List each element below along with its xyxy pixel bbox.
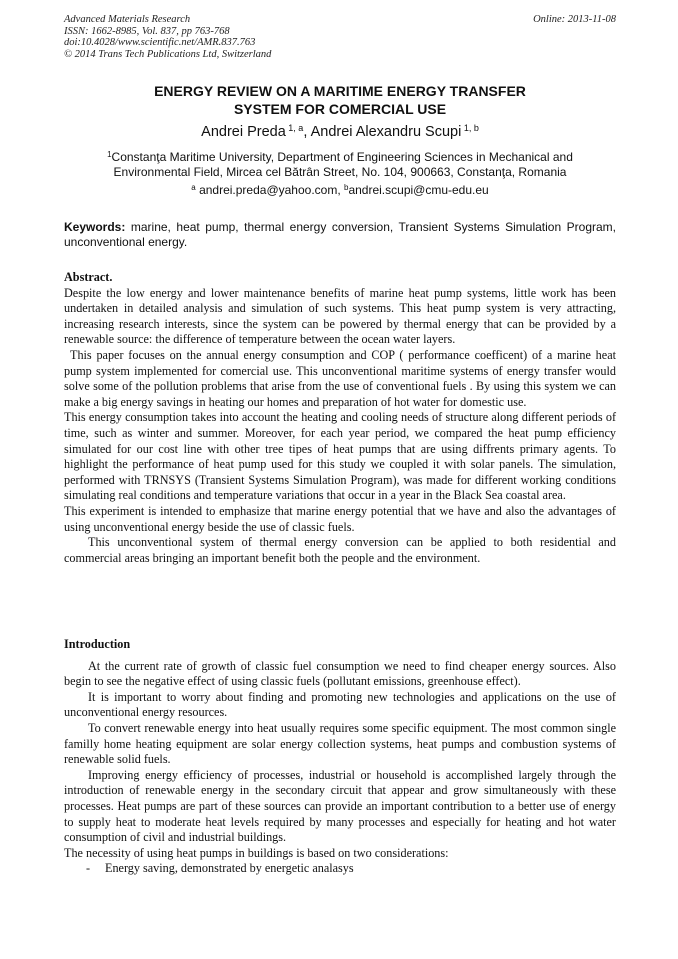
list-dash: - — [86, 861, 91, 876]
introduction-heading: Introduction — [64, 637, 131, 651]
author-emails — [64, 183, 616, 198]
abstract-paragraph-1: Despite the low energy and lower maintenance benefits of marine heat pump systems, little work has been undertaken in detailed analysis and simulation of such systems. This heat pump system is very attracting, increasing research interests, since the system can be powered by thermal energy that can be provided by a renewable source: the difference of temperature between the ocean water layers. — [64, 285, 616, 347]
online-date: Online: 2013-11-08 — [533, 14, 616, 25]
affiliation-sup: 1 — [107, 150, 112, 159]
email-a: andrei.preda@yahoo.com, — [195, 183, 344, 197]
keywords-label: Keywords: — [64, 220, 126, 234]
introduction-paragraph-3: To convert renewable energy into heat usually requires some specific equipment. The most common single familly home heating equipment are solar energy collection systems, heat pumps and combustion systems of renewable solid fuels. — [64, 720, 616, 767]
email-b: andrei.scupi@cmu-edu.eu — [348, 183, 489, 197]
affiliation-line-2: Environmental Field, Mircea cel Bătrân Street, No. 104, 900663, Constanţa, Romania — [113, 165, 567, 179]
journal-issn: ISSN: 1662-8985, Vol. 837, pp 763-768 — [64, 25, 230, 37]
abstract-paragraph-5: This unconventional system of thermal energy conversion can be applied to both residential and commercial areas bringing an important benefit both the people and the environment. — [64, 535, 616, 565]
introduction-paragraph-1: At the current rate of growth of classic fuel consumption we need to find cheaper energy sources. Also begin to see the negative effect of using classic fuels (pollutant emissions, greenhouse effect). — [64, 658, 616, 689]
journal-header — [64, 14, 616, 60]
paper-title — [64, 82, 616, 118]
email-b-sup: b — [344, 183, 349, 192]
journal-name: Advanced Materials Research — [64, 14, 191, 25]
list-item-text: Energy saving, demonstrated by energetic analasys — [105, 861, 354, 876]
author-separator: , — [303, 124, 311, 140]
abstract-paragraph-3: This energy consumption takes into account the heating and cooling needs of structure along different periods of time, such as winter and summer. Moreover, for each year period, we compared the heat pump efficiency simulated for our cost line with other tree tipes of heat pumps that are using diffrents primary agents. To highlight the performance of heat pump used for this study we coupled it with solar panels. The simulation, performed with TRNSYS (Transient Systems Simulation Program), was made for different working conditions simulating real conditions and temperature variations that occur in a year in the Black Sea coastal area. — [64, 410, 616, 503]
keywords-text: marine, heat pump, thermal energy conversion, Transient Systems Simulation Program, unconventional energy. — [64, 220, 616, 249]
author-list — [64, 123, 616, 141]
abstract-section — [64, 270, 616, 566]
journal-doi: doi:10.4028/www.scientific.net/AMR.837.763 — [64, 37, 256, 48]
abstract-paragraph-2: This paper focuses on the annual energy consumption and COP ( performance coefficent) of a marine heat pump system implemented for comercial use. This unconventional maritime systems of energy transfer would solve some of the pollution problems that arise from the use of conventional fuels . By using this system we can make a big energy savings in heating our homes and preparation of hot water for domestic use. — [64, 347, 616, 409]
affiliation — [64, 150, 616, 180]
introduction-paragraph-5: The necessity of using heat pumps in buildings is based on two considerations: — [64, 845, 449, 860]
author-1-name: Andrei Preda — [201, 124, 286, 140]
introduction-section — [64, 637, 616, 877]
affiliation-line-1: Constanţa Maritime University, Department of Engineering Sciences in Mechanical and — [111, 150, 573, 164]
title-line-1: ENERGY REVIEW ON A MARITIME ENERGY TRANSFER — [154, 83, 526, 99]
list-item — [64, 861, 616, 877]
introduction-paragraph-2: It is important to worry about finding and promoting new technologies and applications on the use of unconventional energy resources. — [64, 689, 616, 720]
keywords — [64, 220, 616, 250]
title-line-2: SYSTEM FOR COMERCIAL USE — [233, 101, 447, 117]
abstract-heading: Abstract. — [64, 270, 113, 284]
abstract-paragraph-4: This experiment is intended to emphasize that marine energy potential that we have and also the advantages of using unconventional energy beside the use of classic fuels. — [64, 503, 616, 534]
author-2-sup: 1, b — [461, 123, 479, 133]
author-2-name: Andrei Alexandru Scupi — [310, 124, 462, 140]
introduction-paragraph-4: Improving energy efficiency of processes, industrial or household is accomplished largely through the introduction of renewable energy in the secondary circuit that appear and grow simultaneously with these processes. Heat pumps are part of these sources can provide an important contribution to a better use of energy to supply heat to moderate heat levels required by many processes and especially for heating and hot water consumption of civil and industrial buildings. — [64, 767, 616, 845]
journal-copyright: © 2014 Trans Tech Publications Ltd, Switzerland — [64, 48, 272, 60]
author-1-sup: 1, a — [285, 123, 304, 133]
email-a-sup: a — [191, 183, 196, 192]
